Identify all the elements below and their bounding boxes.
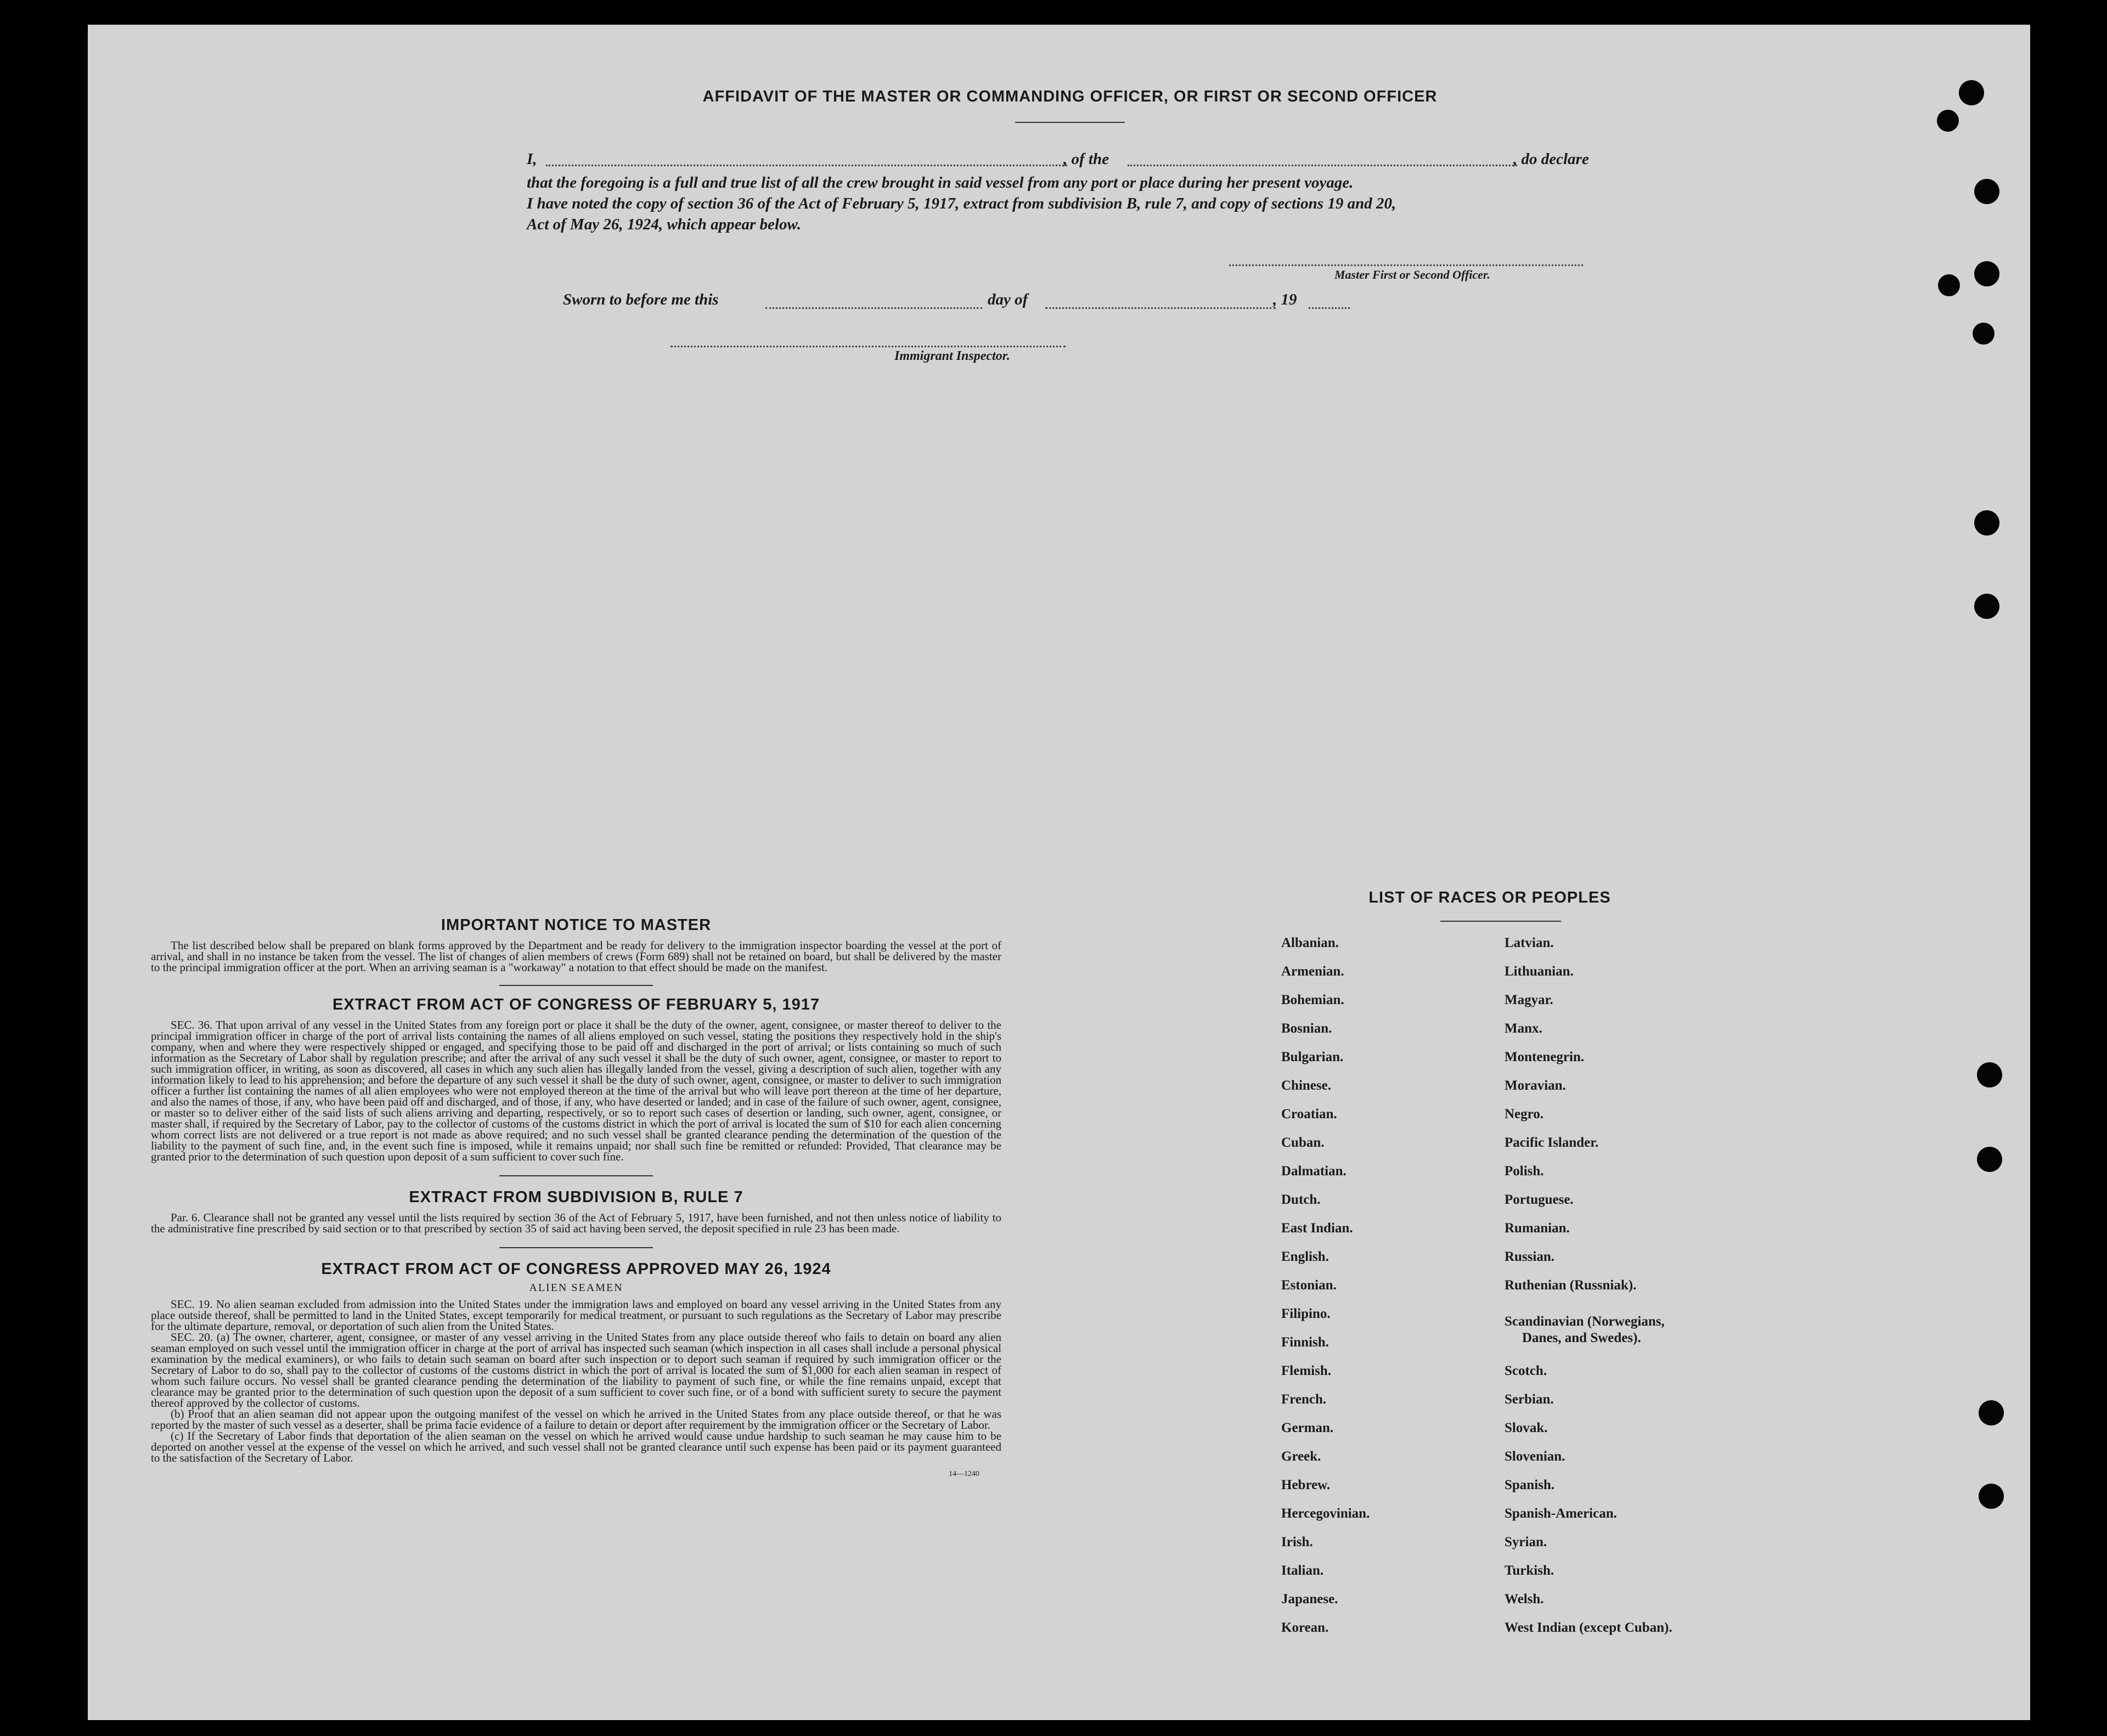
race-item: Estonian. bbox=[1281, 1278, 1337, 1293]
race-item: Serbian. bbox=[1505, 1392, 1554, 1407]
race-item: Pacific Islander. bbox=[1505, 1135, 1599, 1150]
day-of-label: day of bbox=[988, 291, 1028, 308]
race-item: Portuguese. bbox=[1505, 1192, 1574, 1207]
race-item: Dalmatian. bbox=[1281, 1164, 1347, 1179]
extract-1917-title: EXTRACT FROM ACT OF CONGRESS OF FEBRUARY 5, 1917 bbox=[332, 996, 820, 1013]
race-item: French. bbox=[1281, 1392, 1327, 1407]
punch-hole bbox=[1974, 594, 1999, 619]
punch-hole bbox=[1974, 179, 1999, 204]
vessel-name-line[interactable] bbox=[1128, 165, 1517, 166]
race-item: Irish. bbox=[1281, 1535, 1313, 1549]
extract-1924-title: EXTRACT FROM ACT OF CONGRESS APPROVED MAY 26, 1924 bbox=[321, 1260, 831, 1278]
master-signature-label: Master First or Second Officer. bbox=[1334, 268, 1490, 281]
race-item: Finnish. bbox=[1281, 1335, 1329, 1350]
race-item: Montenegrin. bbox=[1505, 1050, 1585, 1064]
rule7-title: EXTRACT FROM SUBDIVISION B, RULE 7 bbox=[409, 1188, 743, 1206]
divider bbox=[499, 1247, 653, 1248]
rule7-text bbox=[151, 1212, 1001, 1234]
punch-hole bbox=[1973, 323, 1995, 345]
extract-1924-text bbox=[151, 1299, 1001, 1463]
race-item: Slovak. bbox=[1505, 1421, 1548, 1435]
race-item: Korean. bbox=[1281, 1620, 1329, 1635]
declarant-name-line[interactable] bbox=[546, 165, 1067, 166]
race-item: Manx. bbox=[1505, 1021, 1542, 1036]
race-item: Danes, and Swedes). bbox=[1522, 1331, 1641, 1345]
race-item: Latvian. bbox=[1505, 935, 1554, 950]
affidavit-body-line: that the foregoing is a full and true list of all the crew brought in said vessel from any port or place during her present voyage. bbox=[527, 174, 1354, 191]
punch-hole bbox=[1977, 1147, 2002, 1172]
race-item: Turkish. bbox=[1505, 1563, 1554, 1578]
notice-title: IMPORTANT NOTICE TO MASTER bbox=[441, 916, 712, 934]
punch-hole bbox=[1974, 261, 1999, 286]
alien-seamen-subtitle: ALIEN SEAMEN bbox=[529, 1282, 623, 1294]
race-item: Albanian. bbox=[1281, 935, 1339, 950]
inspector-signature-label: Immigrant Inspector. bbox=[894, 349, 1010, 363]
race-item: Chinese. bbox=[1281, 1078, 1331, 1093]
extract-1917-paragraph: SEC. 36. That upon arrival of any vessel in the United States from any foreign port or place it shall be the duty of the owner, agent, consignee, or master thereof to deliver to the principal immigration officer in charge of the port of arrival lists containing the names of all aliens employed on such vessel, stating the positions they respectively hold in the ship's company, when and where they were respectively shipped or engaged, and specifying those to be paid off and discharged in the port of arrival; or lists containing so much of such information as the Secretary of Labor shall by regulation prescribe; and after the arrival of any such vessel it shall be the duty of such owner, agent, consignee, or master to report to such immigration officer, in writing, as soon as discovered, all cases in which any such alien has illegally landed from the vessel, giving a description of such alien, together with any information likely to lead to his apprehension; and before the departure of any such vessel it shall be the duty of such owner, agent, consignee, or master to deliver to such immigration officer a further list containing the names of all alien employees who were not employed thereon at the time of the arrival but who will leave port thereon at the time of her departure, and also the names of those, if any, who have been paid off and discharged, and of those, if any, who have deserted or landed; and in case of the failure of such owner, agent, consignee, or master so to deliver either of the said lists of such aliens arriving and departing, respectively, or so to report such cases of desertion or landing, such owner, agent, consignee, or master shall, if required by the Secretary of Labor, pay to the collector of customs of the customs district in which the port of arrival is located the sum of $10 for each alien concerning whom correct lists are not delivered or a true report is not made as above required; and no such vessel shall be granted clearance pending the determination of the question of the liability to the payment of such fine, and, in the event such fine is imposed, while it remains unpaid; nor shall such fine be remitted or refunded: Provided, That clearance may be granted prior to the determination of such question upon deposit of a sum sufficient to cover such fine. bbox=[151, 1018, 1001, 1163]
race-item: Lithuanian. bbox=[1505, 964, 1574, 979]
sec19-paragraph: SEC. 19. No alien seaman excluded from admission into the United States under the immigration laws and employed on board any vessel arriving in the United States from any place outside thereof, shall be permitted to land in the United States, except temporarily for medical treatment, or pursuant to such regulations as the Secretary of Labor may prescribe for the ultimate departure, removal, or deportation of such alien from the United States. bbox=[151, 1298, 1001, 1333]
punch-hole bbox=[1979, 1400, 2004, 1425]
inspector-signature-line[interactable] bbox=[671, 346, 1066, 347]
affidavit-body-line: Act of May 26, 1924, which appear below. bbox=[527, 216, 801, 233]
sworn-date-line[interactable] bbox=[765, 307, 982, 309]
notice-text bbox=[151, 940, 1001, 973]
punch-hole bbox=[1959, 80, 1984, 105]
sec20a-paragraph: SEC. 20. (a) The owner, charterer, agent, consignee, or master of any vessel arriving in the United States from any place outside thereof who fails to detain on board any alien seaman employed on such vessel until the immigration officer in charge at the port of arrival has inspected such seaman (which inspection in all cases shall include a personal physical examination by the medical examiners), or who fails to detain such seaman on board after such inspection or to deport such seaman if required by such immigration officer or the Secretary of Labor to do so, shall pay to the collector of customs of the customs district in which the port of arrival is located the sum of $1,000 for each alien seaman in respect of whom such failure occurs. No vessel shall be granted clearance pending the determination of the liability to payment of such fine, or while the fine remains unpaid, except that clearance may be granted prior to the determination of such question upon the deposit of a sum sufficient to cover such fine, or of a bond with sufficient surety to secure the payment thereof approved by the collector of customs. bbox=[151, 1331, 1001, 1410]
race-item: Croatian. bbox=[1281, 1107, 1337, 1121]
race-item: Bulgarian. bbox=[1281, 1050, 1344, 1064]
extract-1917-text bbox=[151, 1019, 1001, 1162]
race-item: Moravian. bbox=[1505, 1078, 1566, 1093]
race-item: Filipino. bbox=[1281, 1306, 1331, 1321]
race-item: Russian. bbox=[1505, 1249, 1555, 1264]
affidavit-title: AFFIDAVIT OF THE MASTER OR COMMANDING OFFICER, OR FIRST OR SECOND OFFICER bbox=[702, 88, 1438, 105]
races-left-column bbox=[1281, 935, 1479, 1649]
year-line[interactable] bbox=[1309, 307, 1350, 309]
vessel-label: , of the bbox=[1063, 150, 1109, 168]
race-item: Scandinavian (Norwegians, bbox=[1505, 1314, 1665, 1329]
race-item: Bohemian. bbox=[1281, 993, 1344, 1007]
notice-paragraph: The list described below shall be prepared on blank forms approved by the Department and be ready for delivery to the immigration inspector boarding the vessel at the port of arrival, and shall in no instance be taken from the vessel. The list of changes of alien members of crews (Form 689) shall not be retained on board, but shall be delivered by the master to the principal immigration officer at the port. When an arriving seaman is a "workaway" a notation to that effect should be made on the manifest. bbox=[151, 939, 1001, 974]
sec20c-paragraph: (c) If the Secretary of Labor finds that deportation of the alien seaman on the vessel on which he arrived would cause undue hardship to such seaman he may cause him to be deported on another vessel at the expense of the vessel on which he arrived, and such vessel shall not be granted clearance until such expense has been paid or its payment guaranteed to the satisfaction of the Secretary of Labor. bbox=[151, 1429, 1001, 1464]
race-item: Hebrew. bbox=[1281, 1478, 1331, 1492]
race-item: Bosnian. bbox=[1281, 1021, 1332, 1036]
race-item: Hercegovinian. bbox=[1281, 1506, 1370, 1521]
rule7-paragraph: Par. 6. Clearance shall not be granted any vessel until the lists required by section 36 of the Act of February 5, 1917, have been furnished, and not then unless notice of liability to the administrative fine prescribed by said section or to that prescribed by section 35 of said act having been served, the deposit specified in rule 23 has been made. bbox=[151, 1211, 1001, 1235]
divider bbox=[1440, 921, 1561, 922]
race-item: Spanish-American. bbox=[1505, 1506, 1617, 1521]
race-item: Scotch. bbox=[1505, 1363, 1547, 1378]
race-item: Welsh. bbox=[1505, 1592, 1544, 1607]
race-item: Syrian. bbox=[1505, 1535, 1547, 1549]
form-number: 14—1240 bbox=[949, 1470, 979, 1478]
sworn-label: Sworn to before me this bbox=[563, 291, 719, 308]
race-item: Rumanian. bbox=[1505, 1221, 1570, 1236]
declarant-label: I, bbox=[527, 150, 537, 168]
master-signature-line[interactable] bbox=[1229, 264, 1583, 266]
race-item: German. bbox=[1281, 1421, 1334, 1435]
divider bbox=[499, 1175, 653, 1176]
punch-hole bbox=[1979, 1484, 2004, 1509]
race-item: Dutch. bbox=[1281, 1192, 1321, 1207]
punch-hole bbox=[1977, 1062, 2002, 1087]
race-item: English. bbox=[1281, 1249, 1329, 1264]
races-right-column bbox=[1505, 935, 1757, 1649]
affidavit-body-line: I have noted the copy of section 36 of the Act of February 5, 1917, extract from subdivision B, rule 7, and copy of sections 19 and 20, bbox=[527, 195, 1396, 212]
race-item: Magyar. bbox=[1505, 993, 1553, 1007]
race-item: Spanish. bbox=[1505, 1478, 1555, 1492]
punch-hole bbox=[1974, 510, 1999, 536]
race-item: Japanese. bbox=[1281, 1592, 1338, 1607]
races-title: LIST OF RACES OR PEOPLES bbox=[1368, 889, 1611, 906]
race-item: West Indian (except Cuban). bbox=[1505, 1620, 1672, 1635]
race-item: Greek. bbox=[1281, 1449, 1321, 1464]
race-item: Armenian. bbox=[1281, 964, 1344, 979]
punch-hole bbox=[1938, 274, 1960, 296]
race-item: Ruthenian (Russniak). bbox=[1505, 1278, 1637, 1293]
divider bbox=[499, 985, 653, 986]
month-line[interactable] bbox=[1045, 307, 1276, 309]
sec20b-paragraph: (b) Proof that an alien seaman did not appear upon the outgoing manifest of the vessel on which he arrived in the United States from any place outside thereof, or that he was reported by the master of such vessel as a deserter, shall be prima facie evidence of a failure to detain or deport after requirement by the immigration officer or the Secretary of Labor. bbox=[151, 1407, 1001, 1431]
punch-hole bbox=[1937, 110, 1959, 132]
divider bbox=[1015, 122, 1125, 123]
race-item: Polish. bbox=[1505, 1164, 1544, 1179]
race-item: Italian. bbox=[1281, 1563, 1324, 1578]
race-item: Cuban. bbox=[1281, 1135, 1325, 1150]
year-label: , 19 bbox=[1273, 291, 1297, 308]
affidavit-body bbox=[527, 172, 1624, 235]
legal-notices bbox=[151, 916, 1001, 1479]
declare-label: , do declare bbox=[1513, 150, 1589, 168]
race-item: Flemish. bbox=[1281, 1363, 1331, 1378]
race-item: Slovenian. bbox=[1505, 1449, 1565, 1464]
race-item: East Indian. bbox=[1281, 1221, 1353, 1236]
race-item: Negro. bbox=[1505, 1107, 1544, 1121]
